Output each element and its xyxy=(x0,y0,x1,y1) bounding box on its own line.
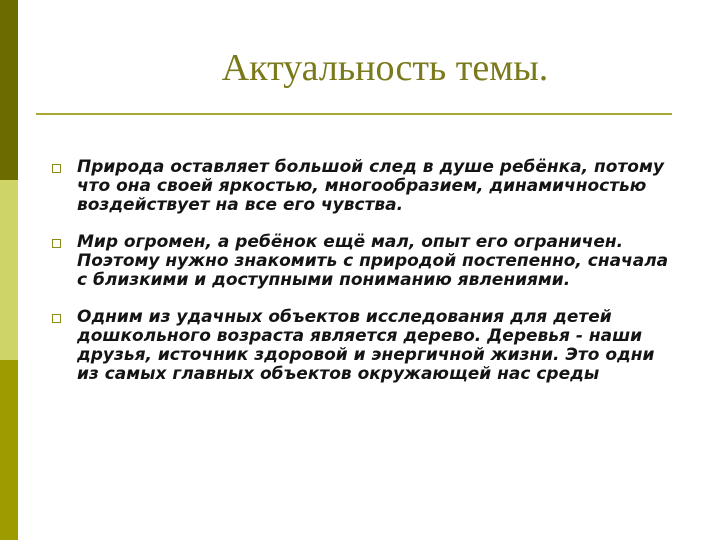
hollow-square-bullet-icon xyxy=(52,164,61,173)
bullet-item xyxy=(50,233,670,290)
bullet-text: Одним из удачных объектов исследования для детей дошкольного возраста является дерево. Деревья - наши друзья, источник здоровой и энергичной жизни. Это одни из самых главных объектов окружающей нас среды xyxy=(77,307,655,384)
bullet-text: Природа оставляет большой след в душе ребёнка, потому что она своей яркостью, многообразием, динамичностью воздействует на все его чувства. xyxy=(77,157,664,215)
slide-title: Актуальность темы. xyxy=(221,47,549,89)
bullet-item xyxy=(50,158,670,215)
hollow-square-bullet-icon xyxy=(52,239,61,248)
hollow-square-bullet-icon xyxy=(52,314,61,323)
side-bar-top xyxy=(0,0,18,180)
bullet-text: Мир огромен, а ребёнок ещё мал, опыт его ограничен. Поэтому нужно знакомить с природой постепенно, сначала с близкими и доступными пониманию явлениями. xyxy=(77,232,669,290)
side-bar-bottom xyxy=(0,360,18,540)
bullet-item xyxy=(50,308,670,384)
side-bar-middle xyxy=(0,180,18,360)
bullet-list xyxy=(50,158,670,402)
title-underline xyxy=(36,113,672,115)
